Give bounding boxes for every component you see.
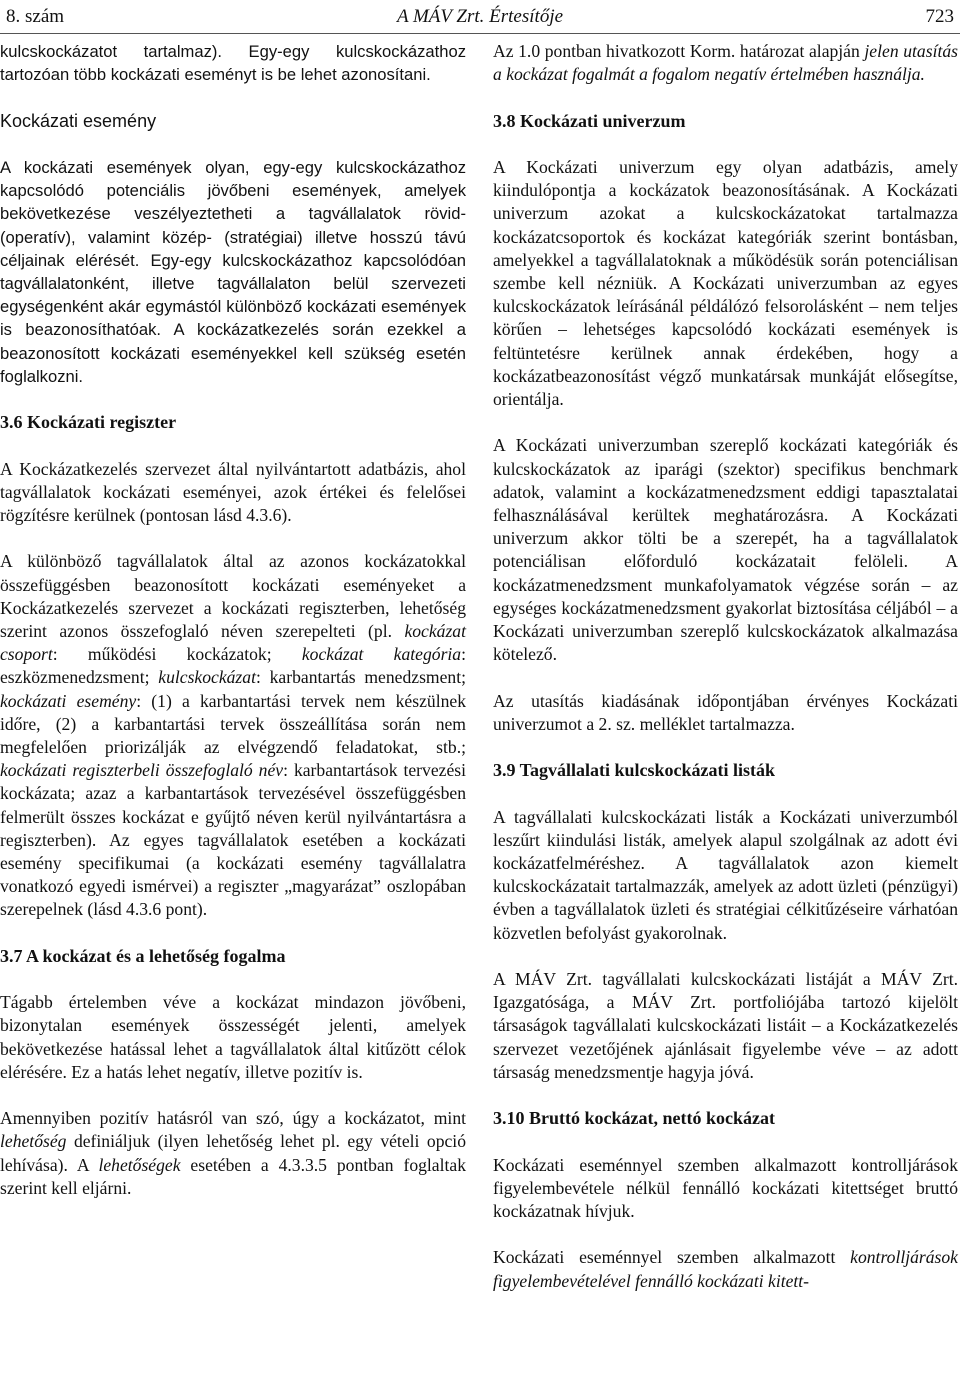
heading-3-9: 3.9 Tagvállalati kulcskockázati listák [493, 760, 776, 781]
paragraph-intro-right [493, 40, 958, 86]
italic-text: kontrolljárások figyelembevételével fennálló kockázati kitett- [493, 1247, 958, 1291]
publication-title: A MÁV Zrt. Értesítője [396, 6, 564, 27]
text-segment: : karbantartás menedzsment; [255, 667, 466, 688]
paragraph-risk-event [0, 156, 466, 388]
paragraph-3-6-a: A Kockázatkezelés szervezet által nyilvántartott adatbázis, ahol tagvállalatok kockázati eseményei, azok értékei és felelősei rögzítésre kerülnek (pontosan lásd 4.3.6). [0, 458, 466, 525]
paragraph-3-7-a: Tágabb értelemben véve a kockázat mindazon jövőbeni, bizonytalan események összességét jelenti, amelyek bekövetkezése hatással lehet a tagvállalatok által kitűzött célok elérésére. Ez a hatás lehet negatív, illetve pozitív is. [0, 992, 466, 1082]
paragraph-3-9-b: A MÁV Zrt. tagvállalati kulcskockázati listáját a MÁV Zrt. Igazgatósága, a MÁV Zrt. portfoliójába tartozó kijelölt társaságok tagvállalati kulcskockázati listáit – a Kockázatkezelés szervezet vezetőjének ajánlásait figyelembe véve – az adott társaság menedzsmentje hagyja jóvá. [493, 969, 958, 1082]
text-segment: A különböző tagvállalatok által az azonos kockázatokkal összefüggésben beazonosított kockázati eseményeket a Kockázatkezelés szervezet a kockázati regiszterben, lehetőség szerint azonos összefoglaló néven szerepelteti (pl. [0, 551, 466, 641]
italic-text: jelen utasítás a kockázat fogalmát a fogalom negatív értelmében használja. [493, 41, 958, 85]
heading-3-6: 3.6 Kockázati regiszter [0, 412, 177, 433]
text-segment: : működési kockázatok; [52, 644, 302, 665]
text-segment: : karbantartások tervezési kockázata; azaz a karbantartások tervezésével összefüggésben felmerült összes kockázat e gyűjtő néven kerül nyilvántartásra a regiszterben). Az egyes tagvállalatok esetében a kockázati esemény specifikumai (a kockázati esemény tagvállalatra vonatkozó egyedi ismérvei) a regiszter „magyarázat” oszlopában szerepelnek (lásd 4.3.6 pont). [0, 760, 467, 920]
text-segment: : eszközmenedzsment; [0, 644, 466, 688]
paragraph-intro: kulcskockázatot tartalmaz). Egy-egy kulcskockázathoz tartozóan több kockázati eseményt is be lehet azonosítani. [0, 42, 466, 85]
paragraph-3-8-a: A Kockázati univerzum egy olyan adatbázis, amely kiindulópontja a kockázatok beazonosításának. A Kockázati univerzum azokat a kulcskockázatokat tartalmazza kockázatcsoportok és kockázat kategóriák szerint bontásban, amelyekkel a tagvállalatoknak a működésük során potenciálisan szembe kell nézniük. A Kockázati univerzumban az egyes kulcskockázatok leírásánál példálózó felsorolásként – nem teljes körűen – lehetséges kapcsolódó kockázati események is feltüntetésre kerülnek annak érdekében, hogy a kockázatbeazonosítást végző munkatársak munkáját elősegítse, orientálja. [493, 156, 958, 410]
risk-event-continuation: Egy-egy kulcskockázathoz kapcsolódóan tagvállalatonként, illetve tagvállalaton belül szervezeti egységenként akár egymástól különböző kockázati események is beazonosíthatóak. A kockázatkezelés során ezekkel a beazonosított kockázati eseményekkel kell szükség esetén foglalkozni. [0, 250, 466, 386]
text-segment: : (1) a karbantartási tervek nem készülnek időre, (2) a karbantartási tervek összeállítása során nem megfelelően priorizálják az elvégzendő feladatokat, stb.; [0, 690, 466, 758]
paragraph-3-8-b: A Kockázati univerzumban szereplő kockázati kategóriák és kulcskockázatok az iparági (szektor) specifikus benchmark adatok, valamint a kockázatmenedzsment eddigi tapasztalatai felhasználásával kerültek meghatározásra. A Kockázati univerzum akkor tölti be a szerepét, ha a tagvállalatok potenciálisan előforduló kockázatait felöleli. A kockázatmenedzsment munkafolyamatok végzése során – az egységes kockázatmenedzsment gyakorlat biztosítása céljából – a Kockázati univerzumban szereplő kulcskockázatok alkalmazása kötelező. [493, 435, 958, 665]
left-column [0, 40, 466, 1223]
paragraph-3-10-a: Kockázati eseménnyel szemben alkalmazott kontrolljárások figyelembevétele nélkül fennálló kockázati kitettséget bruttó kockázatnak hívjuk. [493, 1154, 958, 1222]
heading-3-8: 3.8 Kockázati univerzum [493, 110, 686, 131]
heading-3-7: 3.7 A kockázat és a lehetőség fogalma [0, 945, 286, 966]
italic-term: lehetőségek [98, 1154, 181, 1175]
running-header [0, 4, 960, 34]
risk-event-text: A kockázati események olyan, egy-egy kulcskockázathoz kapcsolódó potenciális jövőbeni események, amelyek bekövetkezése veszélyeztetheti a tagvállalatok rövid- (operatív), valamint közép- (stratégiai) illetve hosszú távú céljainak elérését. [0, 157, 466, 270]
heading-3-10: 3.10 Bruttó kockázat, nettó kockázat [493, 1108, 775, 1129]
italic-term: lehetőség [0, 1131, 67, 1152]
paragraph-3-7-b [0, 1107, 466, 1200]
issue-number: 8. szám [6, 6, 65, 27]
text-segment: Kockázati eseménnyel szemben alkalmazott [493, 1247, 851, 1268]
text-segment: esetében a 4.3.3.5 pontban foglaltak szerint kell eljárni. [0, 1154, 466, 1198]
text-segment: definiáljuk (ilyen lehetőség lehet pl. egy vételi opció lehívása). A [0, 1131, 466, 1175]
header-rule [0, 33, 960, 34]
text-segment: Az 1.0 pontban hivatkozott Korm. határozat alapján [493, 41, 860, 61]
page-number: 723 [925, 6, 954, 27]
italic-term: kulcskockázat [158, 667, 256, 688]
italic-term: kockázati regiszterbeli összefoglaló név [0, 760, 284, 781]
paragraph-3-9-a: A tagvállalati kulcskockázati listák a Kockázati univerzumból leszűrt kiindulási listák, amelyek alapul szolgálnak az adott évi kockázatfelméréshez. A tagvállalatok azon kiemelt kulcskockázatait tartalmazzák, amelyek az adott üzleti (pénzügyi) évben a tagvállalatok üzleti és stratégiai célkitűzéseire várhatóan közvetlen befolyást gyakorolnak. [493, 806, 958, 943]
paragraph-3-6-b [0, 550, 466, 921]
right-column [493, 40, 958, 1316]
italic-term: kockázat csoport [0, 621, 466, 665]
heading-risk-event: Kockázati esemény [0, 110, 157, 131]
italic-term: kockázat kategória [301, 644, 462, 665]
paragraph-3-10-b [493, 1246, 958, 1292]
paragraph-3-8-c: Az utasítás kiadásának időpontjában érvényes Kockázati univerzumot a 2. sz. melléklet tartalmazza. [493, 690, 958, 734]
text-segment: Amennyiben pozitív hatásról van szó, úgy a kockázatot, mint [0, 1108, 466, 1129]
italic-term: kockázati esemény [0, 690, 137, 711]
